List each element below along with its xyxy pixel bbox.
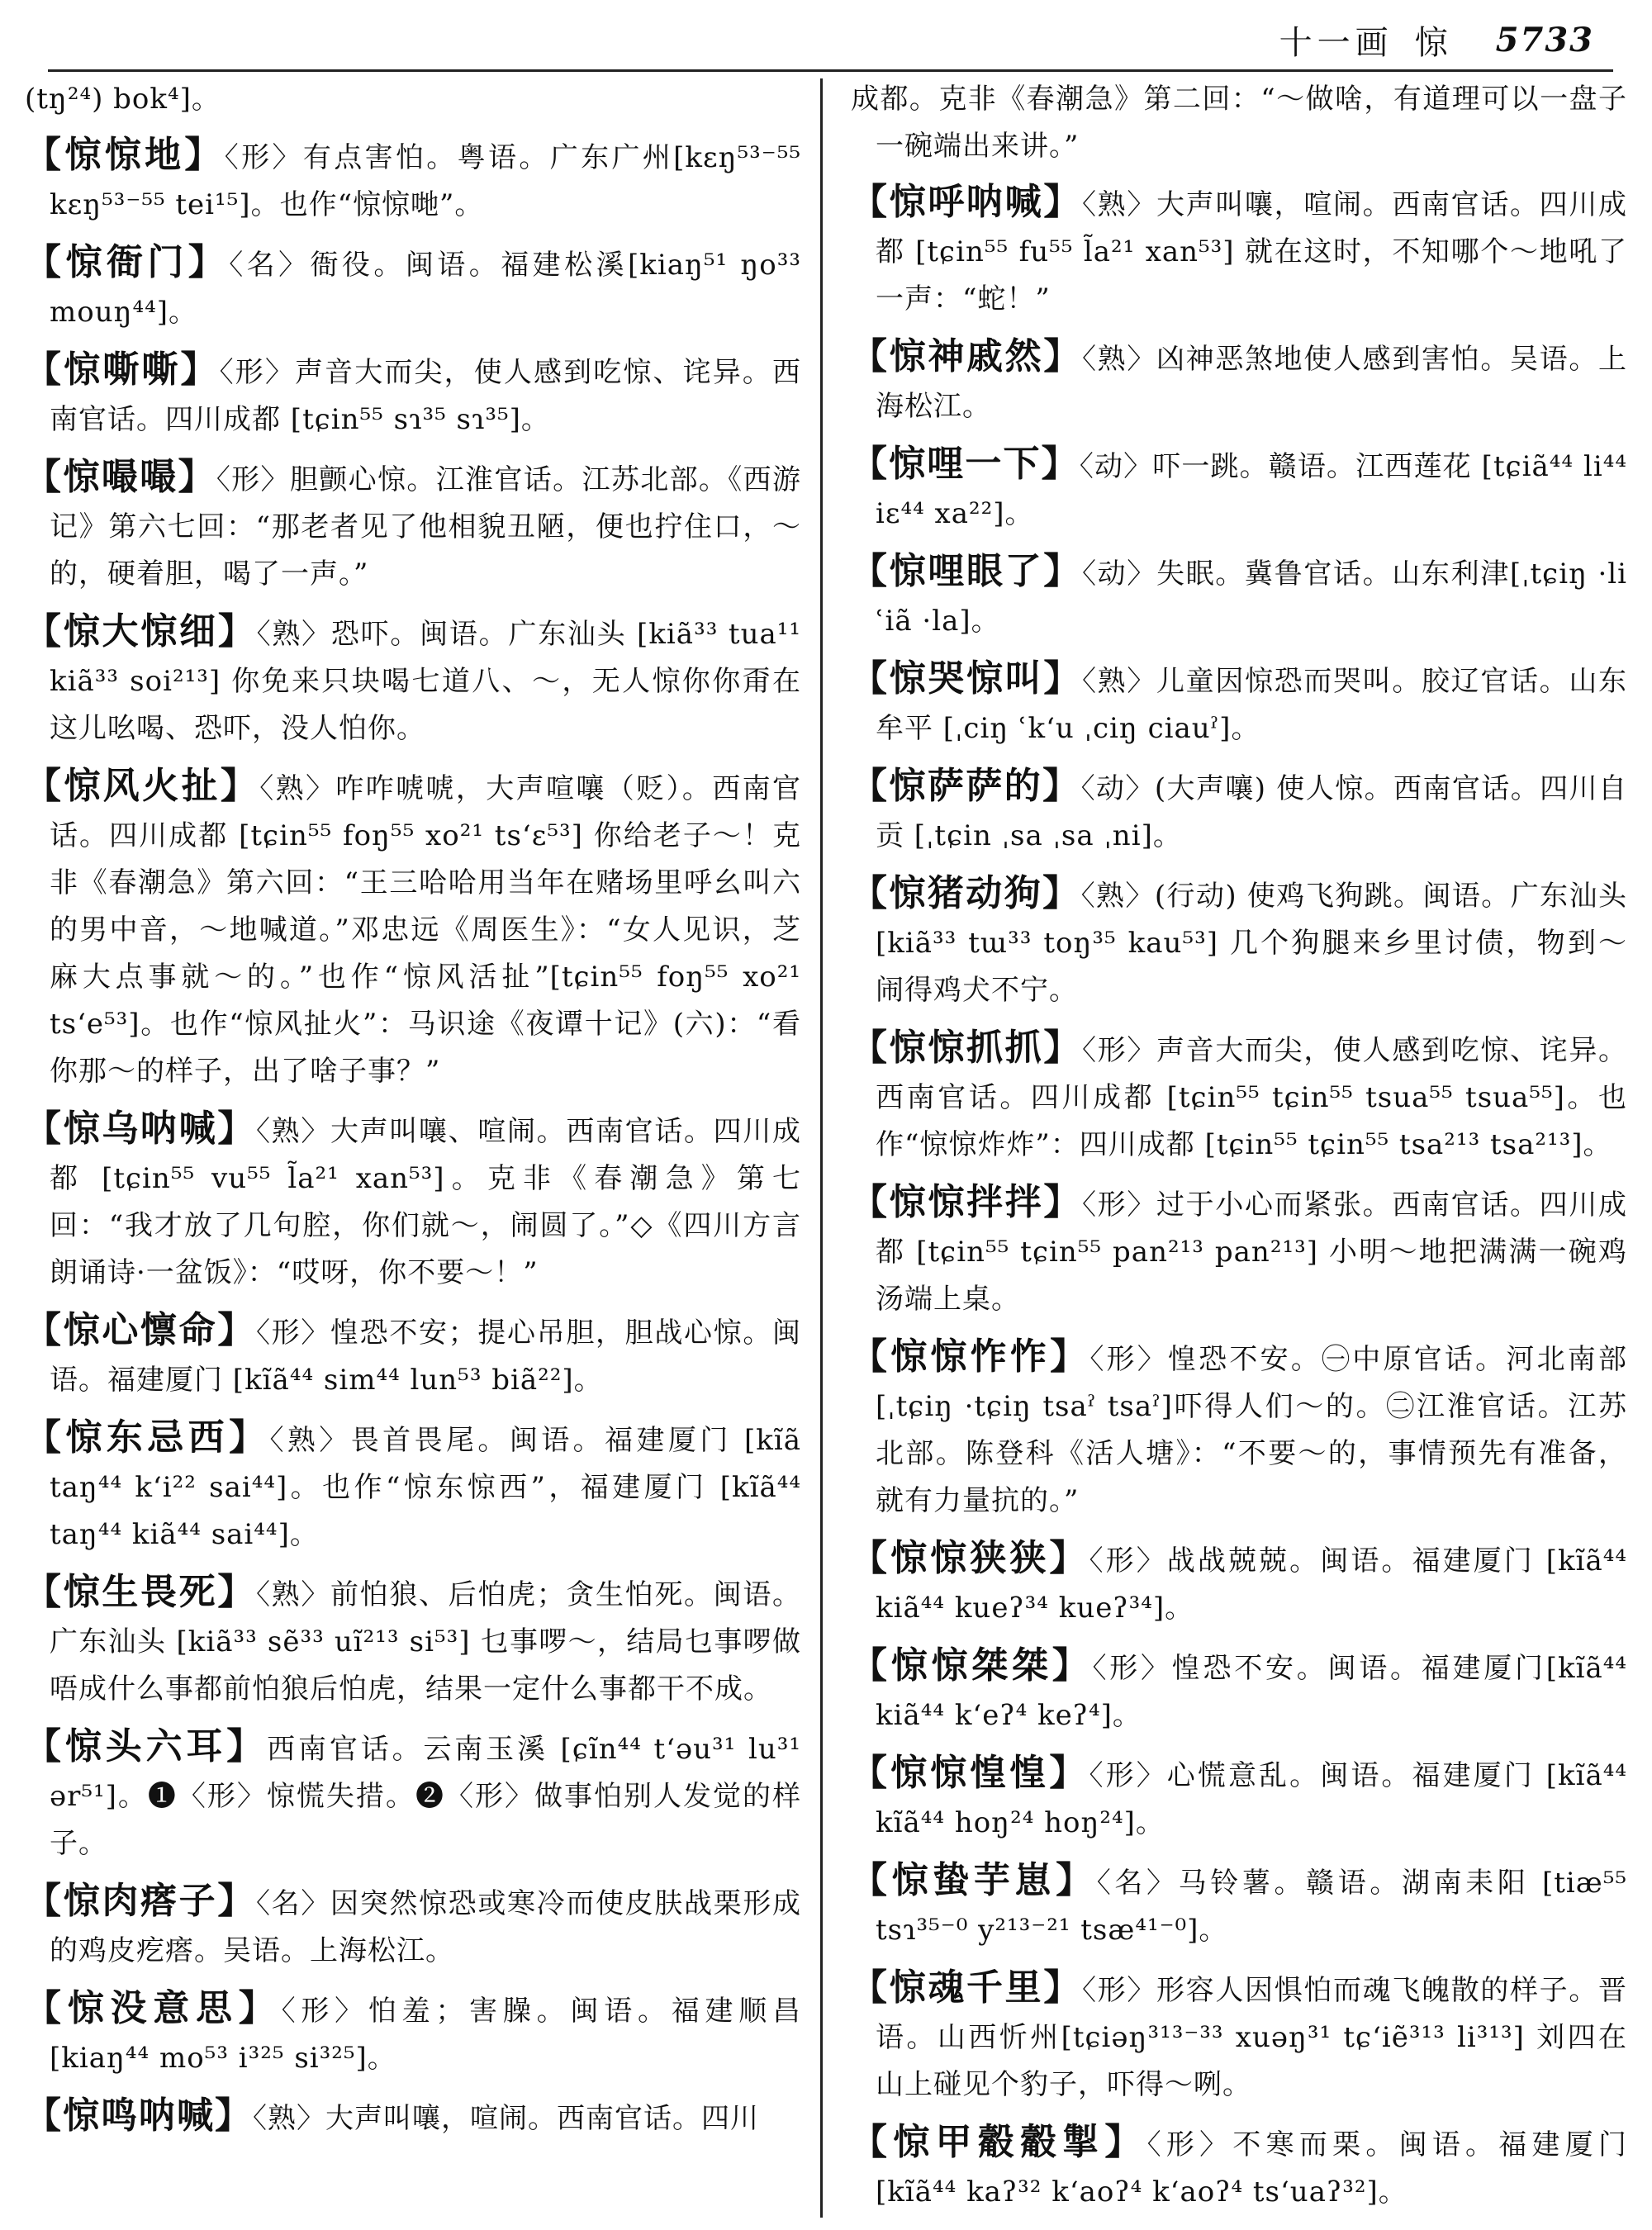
entry-definition: 西南官话。云南玉溪 [ɕĩn⁴⁴ t‘əu³¹ lu³¹ ər⁵¹]。❶〈形〉惊慌失措。❷〈形〉做事怕别人发觉的样子。 (50, 1733, 801, 1860)
running-head-char: 惊 (1414, 23, 1453, 62)
dictionary-entry (851, 76, 1627, 170)
entry-headword: 【惊蛰芋崽】 (851, 1859, 1097, 1901)
dictionary-entry (851, 2118, 1627, 2216)
entry-headword: 【惊嘬嘬】 (25, 456, 216, 498)
entry-headword: 【惊哩一下】 (851, 443, 1080, 485)
dictionary-entry (851, 548, 1627, 645)
dictionary-entry (851, 762, 1627, 860)
entry-definition: 〈形〉形容人因惧怕而魂飞魄散的样子。晋语。山西忻州[tɕiəŋ³¹³⁻³³ xuəŋ³¹ tɕ‘iẽ³¹³ li³¹³] 刘四在山上碰见个豹子，吓得～咧。 (876, 1974, 1627, 2101)
entry-definition: 〈形〉惶恐不安。闽语。福建厦门[kĩã⁴⁴ kiã⁴⁴ k‘eʔ⁴ keʔ⁴]。 (876, 1652, 1627, 1732)
dictionary-entry (25, 1723, 801, 1867)
entry-definition: 〈形〉惶恐不安。㊀中原官话。河北南部 [ˌtɕiŋ ·tɕiŋ tsaˀ tsaˀ]吓得人们～的。㊁江淮官话。江苏北部。陈登科《活人塘》：“不要～的，事情预先有准备，就有力量抗的。” (876, 1343, 1627, 1517)
dictionary-entry (25, 453, 801, 598)
entry-headword: 【惊生畏死】 (25, 1571, 256, 1613)
entry-headword: 【惊嘶嘶】 (25, 349, 220, 391)
dictionary-entry (25, 2092, 801, 2142)
entry-headword: 【惊乌呐喊】 (25, 1108, 256, 1150)
dictionary-entry (851, 1333, 1627, 1525)
dictionary-entry (851, 178, 1627, 323)
entry-definition: 〈形〉心慌意乱。闽语。福建厦门 [kĩã⁴⁴ kĩã⁴⁴ hoŋ²⁴ hoŋ²⁴]。 (876, 1759, 1627, 1839)
dictionary-entry (25, 1877, 801, 1975)
entry-definition: 〈形〉不寒而栗。闽语。福建厦门 [kĩã⁴⁴ kaʔ³² k‘aoʔ⁴ k‘aoʔ⁴ ts‘uaʔ³²]。 (876, 2128, 1627, 2209)
entry-headword: 【惊惊惶惶】 (851, 1752, 1089, 1794)
entry-definition: 〈熟〉咋咋唬唬，大声喧嚷（贬）。西南官话。四川成都 [tɕin⁵⁵ foŋ⁵⁵ xo²¹ ts‘ɛ⁵³] 你给老子～！克非《春潮急》第六回：“王三哈哈用当年在赌场里呼幺叫六的男中音，～地喊道。”邓忠远《周医生》：“女人见识，芝麻大点事就～的。”也作“惊风活扯”[tɕin⁵⁵ foŋ⁵⁵ xo²¹ ts‘e⁵³]。也作“惊风扯火”：马识途《夜谭十记》(六)：“看你那～的样子，出了啥子事？” (50, 772, 801, 1088)
entry-definition: 〈动〉失眠。冀鲁官话。山东利津[ˌtɕiŋ ·li ʿiã ·la]。 (876, 558, 1627, 638)
entry-definition: 〈熟〉大声叫嚷，喧闹。西南官话。四川成都 [tɕin⁵⁵ fu⁵⁵ l̃a²¹ xan⁵³] 就在这时，不知哪个～地吼了一声：“蛇！” (876, 188, 1627, 316)
entry-definition: 〈名〉衙役。闽语。福建松溪[kiaŋ⁵¹ ŋo³³ mouŋ⁴⁴]。 (50, 249, 801, 329)
left-column (25, 76, 801, 2226)
entry-definition: 〈形〉有点害怕。粤语。广东广州[kɛŋ⁵³⁻⁵⁵ kɛŋ⁵³⁻⁵⁵ tei¹⁵]。也作“惊惊哋”。 (50, 141, 801, 221)
entry-definition: 〈形〉战战兢兢。闽语。福建厦门 [kĩã⁴⁴ kiã⁴⁴ kueʔ³⁴ kueʔ³⁴]。 (876, 1544, 1627, 1625)
entry-definition: 成都。克非《春潮急》第二回：“～做啥，有道理可以一盘子一碗端出来讲。” (851, 83, 1627, 163)
entry-definition: 〈熟〉(行动) 使鸡飞狗跳。闽语。广东汕头 [kiã³³ tɯ³³ toŋ³⁵ kau⁵³] 几个狗腿来乡里讨债，物到～闹得鸡犬不宁。 (876, 880, 1627, 1007)
entry-definition: 〈熟〉大声叫嚷、喧闹。西南官话。四川成都 [tɕin⁵⁵ vu⁵⁵ l̃a²¹ xan⁵³]。克非《春潮急》第七回：“我才放了几句腔，你们就～，闹圆了。”◇《四川方言朗诵诗·一盆饭》：“哎呀，你不要～！” (50, 1115, 801, 1289)
entry-headword: 【惊猪动狗】 (851, 872, 1081, 914)
entry-headword: 【惊风火扯】 (25, 765, 260, 807)
dictionary-entry (25, 1568, 801, 1713)
dictionary-entry (851, 1642, 1627, 1739)
dictionary-entry (851, 870, 1627, 1014)
entry-headword: 【惊惊怍怍】 (851, 1336, 1090, 1378)
entry-headword: 【惊头六耳】 (25, 1725, 268, 1767)
dictionary-entry (851, 1749, 1627, 1847)
entry-definition: 〈形〉声音大而尖，使人感到吃惊、诧异。西南官话。四川成都 [tɕin⁵⁵ tɕin⁵⁵ tsua⁵⁵ tsua⁵⁵]。也作“惊惊炸炸”：四川成都 [tɕin⁵⁵ tɕin⁵⁵ tsa²¹³ tsa²¹³]。 (876, 1034, 1627, 1161)
entry-definition: 〈形〉胆颤心惊。江淮官话。江苏北部。《西游记》第六七回：“那老者见了他相貌丑陋，便也拧住口，～的，硬着胆，喝了一声。” (50, 463, 801, 591)
dictionary-entry (851, 655, 1627, 752)
entry-headword: 【惊衙门】 (25, 241, 230, 283)
column-divider (820, 78, 823, 2218)
dictionary-entry (25, 346, 801, 444)
dictionary-entry (851, 1179, 1627, 1323)
entry-definition: 〈形〉声音大而尖，使人感到吃惊、诧异。西南官话。四川成都 [tɕin⁵⁵ sɿ³⁵ sɿ³⁵]。 (50, 356, 801, 436)
entry-headword: 【惊呼呐喊】 (851, 181, 1082, 223)
dictionary-entry (25, 239, 801, 336)
entry-definition: 〈动〉吓一跳。赣语。江西莲花 [tɕiã⁴⁴ li⁴⁴ iɛ⁴⁴ xa²²]。 (876, 450, 1627, 530)
running-head-section: 十一画 (1279, 23, 1393, 62)
dictionary-entry (25, 76, 801, 123)
entry-headword: 【惊大惊细】 (25, 610, 257, 652)
dictionary-entry (851, 1857, 1627, 1954)
right-column (851, 76, 1627, 2226)
dictionary-entry (851, 1964, 1627, 2109)
entry-headword: 【惊甲觳觳掣】 (851, 2121, 1147, 2163)
entry-definition: 〈熟〉凶神恶煞地使人感到害怕。吴语。上海松江。 (876, 343, 1627, 423)
entry-definition: 〈动〉(大声嚷) 使人惊。西南官话。四川自贡 [ˌtɕin ˌsa ˌsa ˌni]。 (876, 772, 1627, 852)
dictionary-entry (851, 1535, 1627, 1632)
entry-definition: 〈形〉惶恐不安；提心吊胆，胆战心惊。闽语。福建厦门 [kĩã⁴⁴ sim⁴⁴ lun⁵³ biã²²]。 (50, 1317, 801, 1397)
entry-definition: 〈名〉因突然惊恐或寒冷而使皮肤战栗形成的鸡皮疙瘩。吴语。上海松江。 (50, 1887, 801, 1967)
dictionary-entry (25, 1985, 801, 2082)
dictionary-entry (25, 608, 801, 752)
dictionary-entry (851, 440, 1627, 538)
page-number: 5733 (1495, 20, 1594, 59)
entry-headword: 【惊惊抓抓】 (851, 1027, 1082, 1069)
dictionary-entry (851, 1024, 1627, 1169)
entry-definition: 〈形〉过于小心而紧张。西南官话。四川成都 [tɕin⁵⁵ tɕin⁵⁵ pan²¹³ pan²¹³] 小明～地把满满一碗鸡汤端上桌。 (876, 1189, 1627, 1316)
entry-definition: 〈名〉马铃薯。赣语。湖南耒阳 [tiæ⁵⁵ tsɿ³⁵⁻⁰ y²¹³⁻²¹ tsæ⁴¹⁻⁰]。 (876, 1867, 1627, 1947)
entry-definition: 〈熟〉前怕狼、后怕虎；贪生怕死。闽语。广东汕头 [kiã³³ sẽ³³ uĩ²¹³ si⁵³] 乜事啰～，结局乜事啰做唔成什么事都前怕狼后怕虎，结果一定什么事都干不成。 (50, 1578, 801, 1706)
entry-headword: 【惊惊地】 (25, 134, 225, 176)
dictionary-entry (25, 762, 801, 1095)
dictionary-entry (25, 1414, 801, 1559)
entry-definition: 〈熟〉畏首畏尾。闽语。福建厦门 [kĩã taŋ⁴⁴ k‘i²² sai⁴⁴]。也作“惊东惊西”，福建厦门 [kĩã⁴⁴ taŋ⁴⁴ kiã⁴⁴ sai⁴⁴]。 (50, 1424, 801, 1551)
entry-headword: 【惊惊桀桀】 (851, 1644, 1093, 1687)
header-rule (48, 69, 1613, 72)
entry-headword: 【惊肉瘩子】 (25, 1880, 256, 1922)
entry-definition: 〈熟〉大声叫嚷，喧闹。西南官话。四川 (253, 2102, 759, 2135)
entry-headword: 【惊惊狭狭】 (851, 1537, 1089, 1579)
entry-headword: 【惊哭惊叫】 (851, 657, 1082, 700)
dictionary-entry (25, 131, 801, 229)
entry-headword: 【惊哩眼了】 (851, 550, 1082, 592)
entry-definition: (tŋ²⁴) bok⁴]。 (25, 83, 221, 116)
running-head (1279, 15, 1594, 64)
entry-headword: 【惊没意思】 (25, 1987, 282, 2029)
entry-definition: 〈熟〉儿童因惊恐而哭叫。胶辽官话。山东牟平 [ˌciŋ ʿk‘u ˌciŋ ciauˀ]。 (876, 665, 1627, 745)
entry-headword: 【惊萨萨的】 (851, 765, 1081, 807)
entry-headword: 【惊神戚然】 (851, 335, 1082, 377)
entry-headword: 【惊魂千里】 (851, 1967, 1082, 2009)
entry-definition: 〈熟〉恐吓。闽语。广东汕头 [kiã³³ tua¹¹ kiã³³ soi²¹³] 你免来只块喝七道八、～，无人惊你你甭在这儿吆喝、恐吓，没人怕你。 (50, 618, 801, 745)
dictionary-entry (851, 333, 1627, 430)
entry-headword: 【惊东忌西】 (25, 1416, 270, 1459)
entry-headword: 【惊鸣呐喊】 (25, 2095, 253, 2137)
dictionary-entry (25, 1307, 801, 1404)
dictionary-entry (25, 1105, 801, 1297)
entry-definition: 〈形〉怕羞；害臊。闽语。福建顺昌 [kiaŋ⁴⁴ mo⁵³ i³²⁵ si³²⁵]。 (50, 1995, 801, 2075)
entry-headword: 【惊惊拌拌】 (851, 1181, 1082, 1223)
entry-headword: 【惊心懔命】 (25, 1309, 256, 1351)
